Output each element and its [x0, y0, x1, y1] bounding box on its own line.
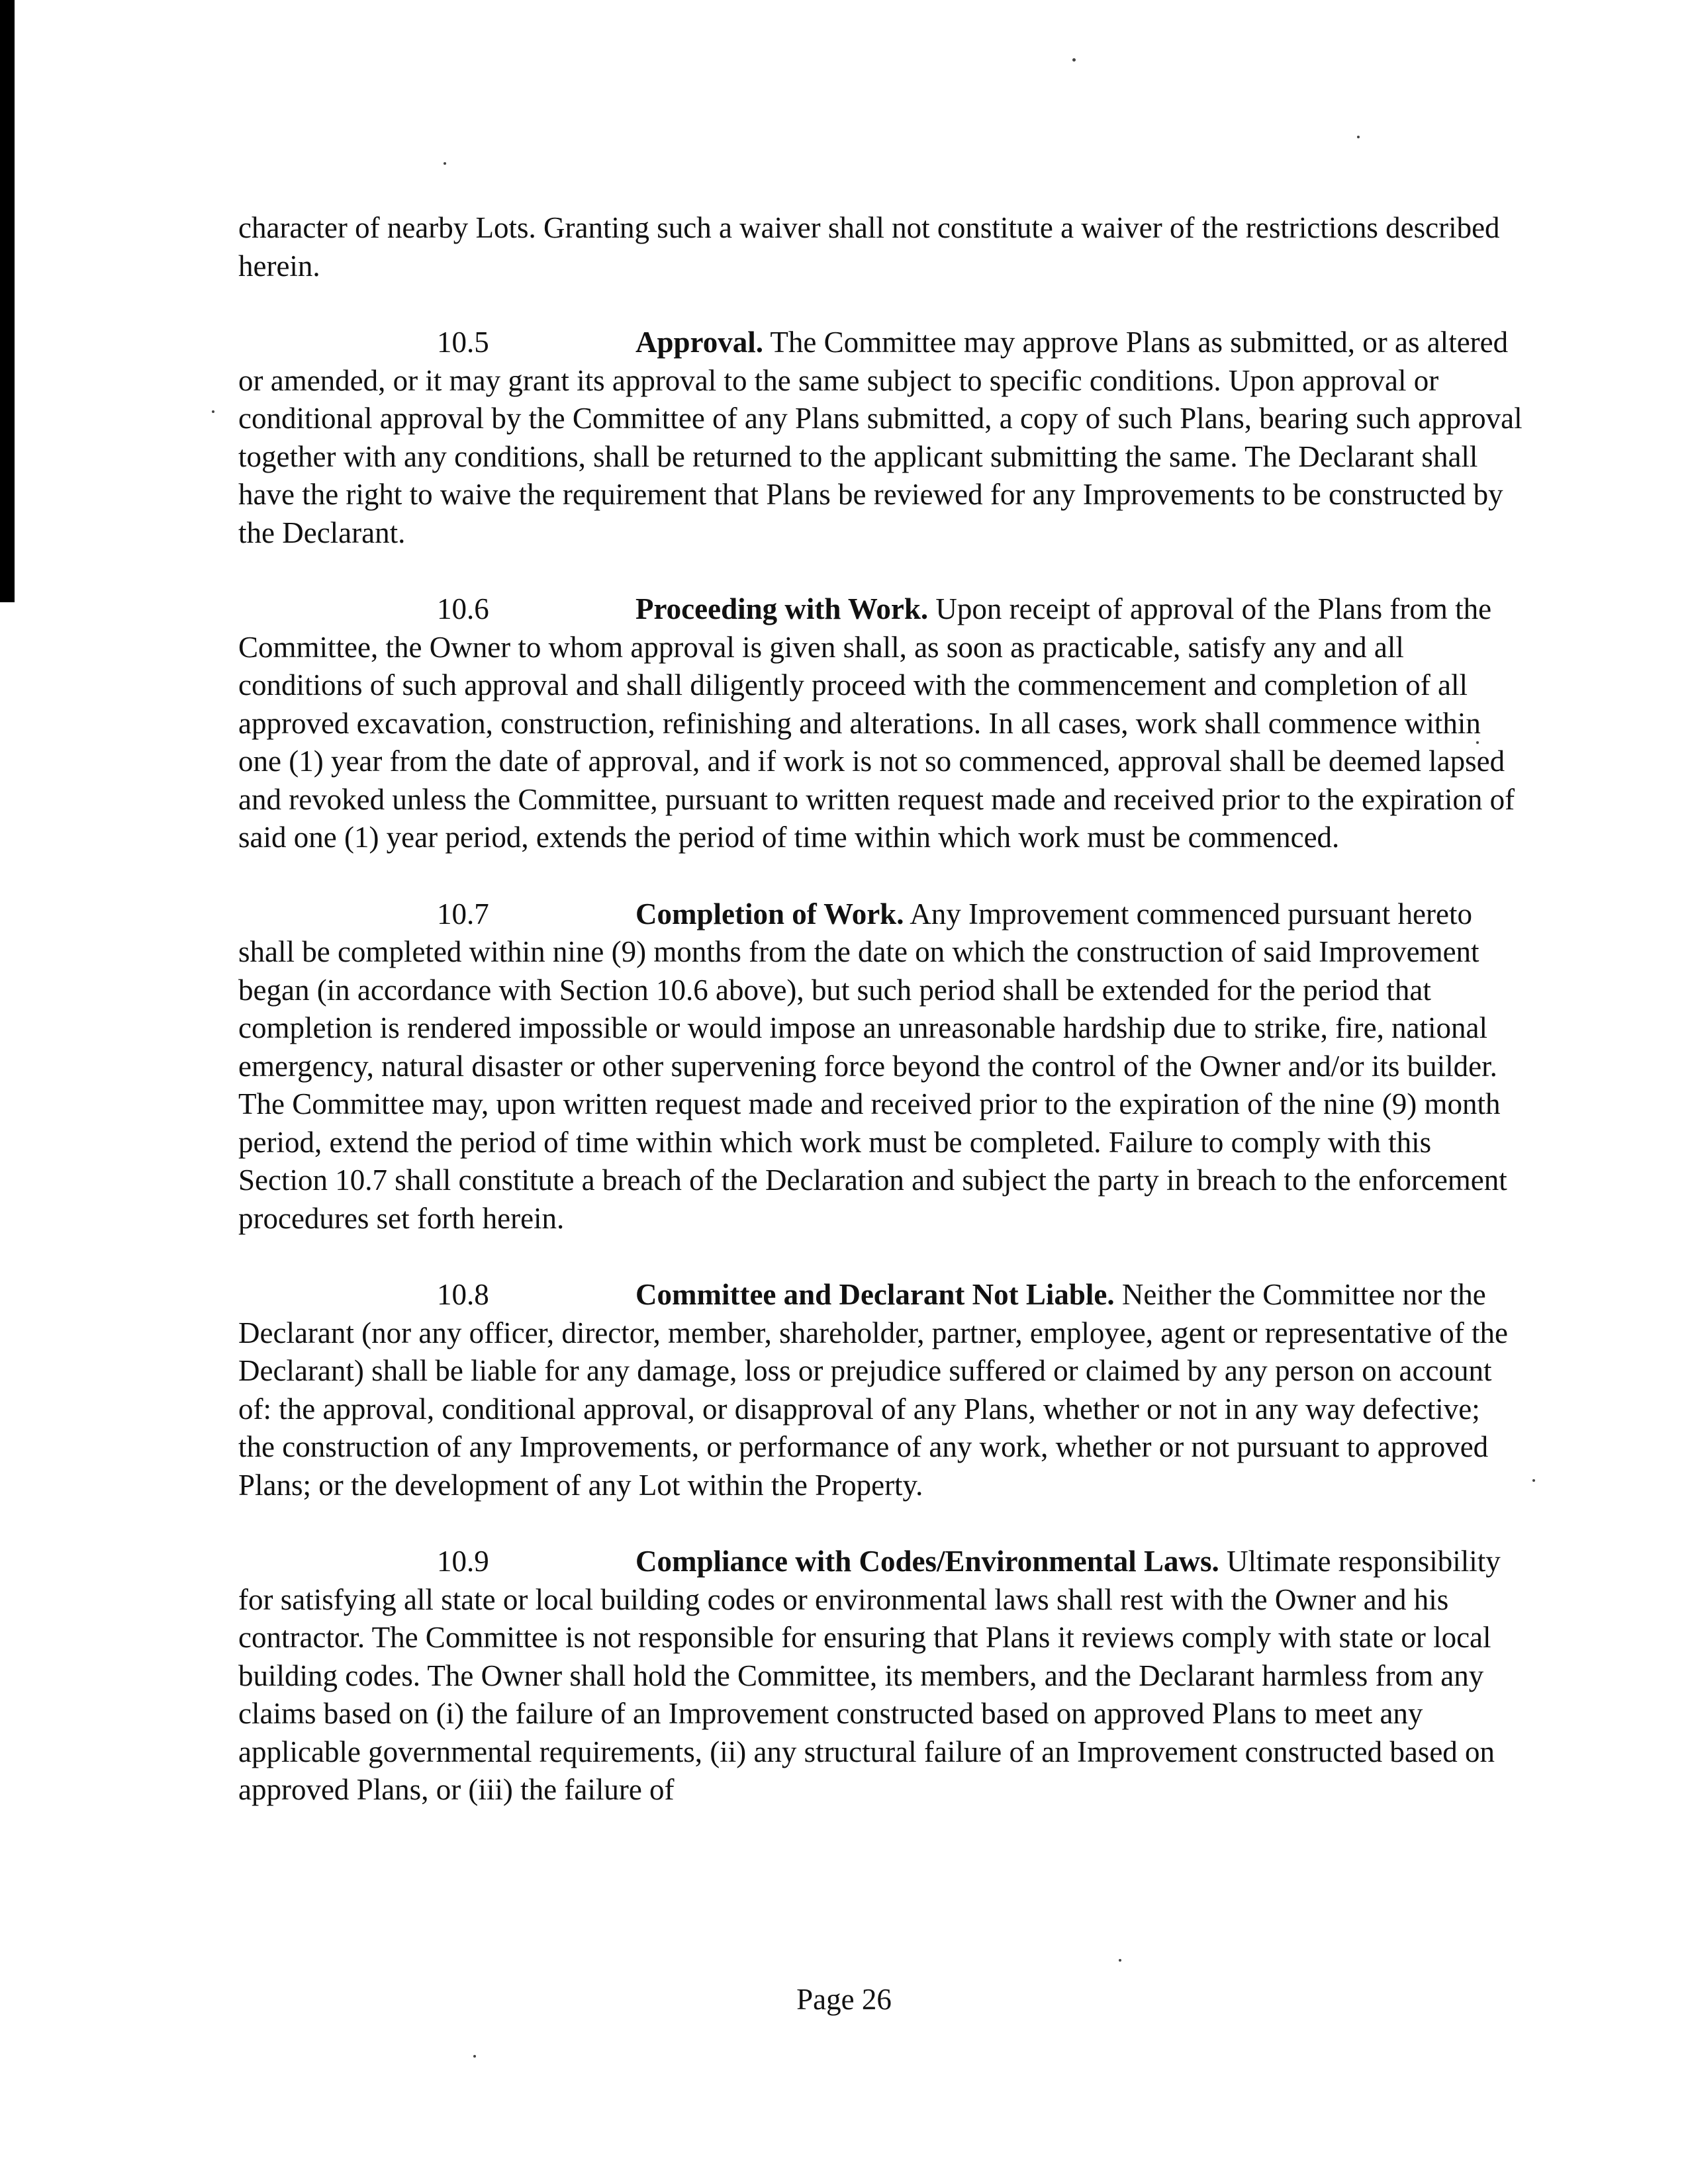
scan-speck [1119, 1959, 1121, 1962]
section-body: Any Improvement commenced pursuant hereto shall be completed within nine (9) months from the date on which the construction of said Improvement began (in accordance with Section 10.6 above), but such period shall be extended for the period that completion is rendered impossible or would impose an unreasonable hardship due to strike, fire, national emergency, natural disaster or other supervening force beyond the control of the Owner and/or its builder. The Committee may, upon written request made and received prior to the expiration of the nine (9) month period, extend the period of time within which work must be completed. Failure to comply with this Section 10.7 shall constitute a breach of the Declaration and subject the party in breach to the enforcement procedures set forth herein. [238, 897, 1507, 1235]
section-10-7 [238, 895, 1523, 1238]
section-title: Compliance with Codes/Environmental Laws. [635, 1545, 1219, 1578]
scan-speck [212, 410, 214, 413]
section-number: 10.9 [437, 1545, 489, 1578]
section-paragraph [238, 1276, 1523, 1504]
section-paragraph [238, 895, 1523, 1238]
scan-speck [1357, 136, 1360, 138]
section-paragraph [238, 590, 1523, 857]
section-title: Approval. [635, 326, 763, 359]
section-10-8 [238, 1276, 1523, 1504]
section-body: The Committee may approve Plans as submitted, or as altered or amended, or it may grant its approval to the same subject to specific conditions. Upon approval or conditional approval by the Committee of any Plans submitted, a copy of such Plans, bearing such approval together with any conditions, shall be returned to the applicant submitting the same. The Declarant shall have the right to waive the requirement that Plans be reviewed for any Improvements to be constructed by the Declarant. [238, 326, 1523, 549]
section-title: Completion of Work. [635, 897, 904, 931]
scan-speck [473, 2055, 476, 2058]
section-10-5 [238, 324, 1523, 552]
section-paragraph [238, 1543, 1523, 1809]
section-10-9 [238, 1543, 1523, 1809]
section-10-6 [238, 590, 1523, 857]
scan-speck [1532, 1479, 1535, 1482]
scan-speck [1072, 58, 1076, 62]
scan-speck [444, 162, 446, 165]
document-body [238, 209, 1523, 1809]
intro-paragraph: character of nearby Lots. Granting such a waiver shall not constitute a waiver of the restrictions described herein. [238, 211, 1500, 283]
section-number: 10.6 [437, 592, 489, 625]
section-paragraph [238, 324, 1523, 552]
scan-edge-bar [0, 0, 15, 602]
section-body: Ultimate responsibility for satisfying all state or local building codes or environmental laws shall rest with the Owner and his contractor. The Committee is not responsible for ensuring that Plans it reviews comply with state or local building codes. The Owner shall hold the Committee, its members, and the Declarant harmless from any claims based on (i) the failure of an Improvement constructed based on approved Plans to meet any applicable governmental requirements, (ii) any structural failure of an Improvement constructed based on approved Plans, or (iii) the failure of [238, 1545, 1501, 1806]
section-number: 10.5 [437, 326, 489, 359]
section-number: 10.8 [437, 1278, 489, 1311]
section-title: Proceeding with Work. [635, 592, 929, 625]
section-body: Upon receipt of approval of the Plans from the Committee, the Owner to whom approval is given shall, as soon as practicable, satisfy any and all conditions of such approval and shall diligently proceed with the commencement and completion of all approved excavation, construction, refinishing and alterations. In all cases, work shall commence within one (1) year from the date of approval, and if work is not so commenced, approval shall be deemed lapsed and revoked unless the Committee, pursuant to written request made and received prior to the expiration of said one (1) year period, extends the period of time within which work must be commenced. [238, 592, 1515, 854]
section-title: Committee and Declarant Not Liable. [635, 1278, 1115, 1311]
page-number: Page 26 [796, 1983, 892, 2016]
section-body: Neither the Committee nor the Declarant (nor any officer, director, member, shareholder, partner, employee, agent or representative of the Declarant) shall be liable for any damage, loss or prejudice suffered or claimed by any person on account of: the approval, conditional approval, or disapproval of any Plans, whether or not in any way defective; the construction of any Improvements, or performance of any work, whether or not pursuant to approved Plans; or the development of any Lot within the Property. [238, 1278, 1509, 1502]
section-number: 10.7 [437, 897, 489, 931]
